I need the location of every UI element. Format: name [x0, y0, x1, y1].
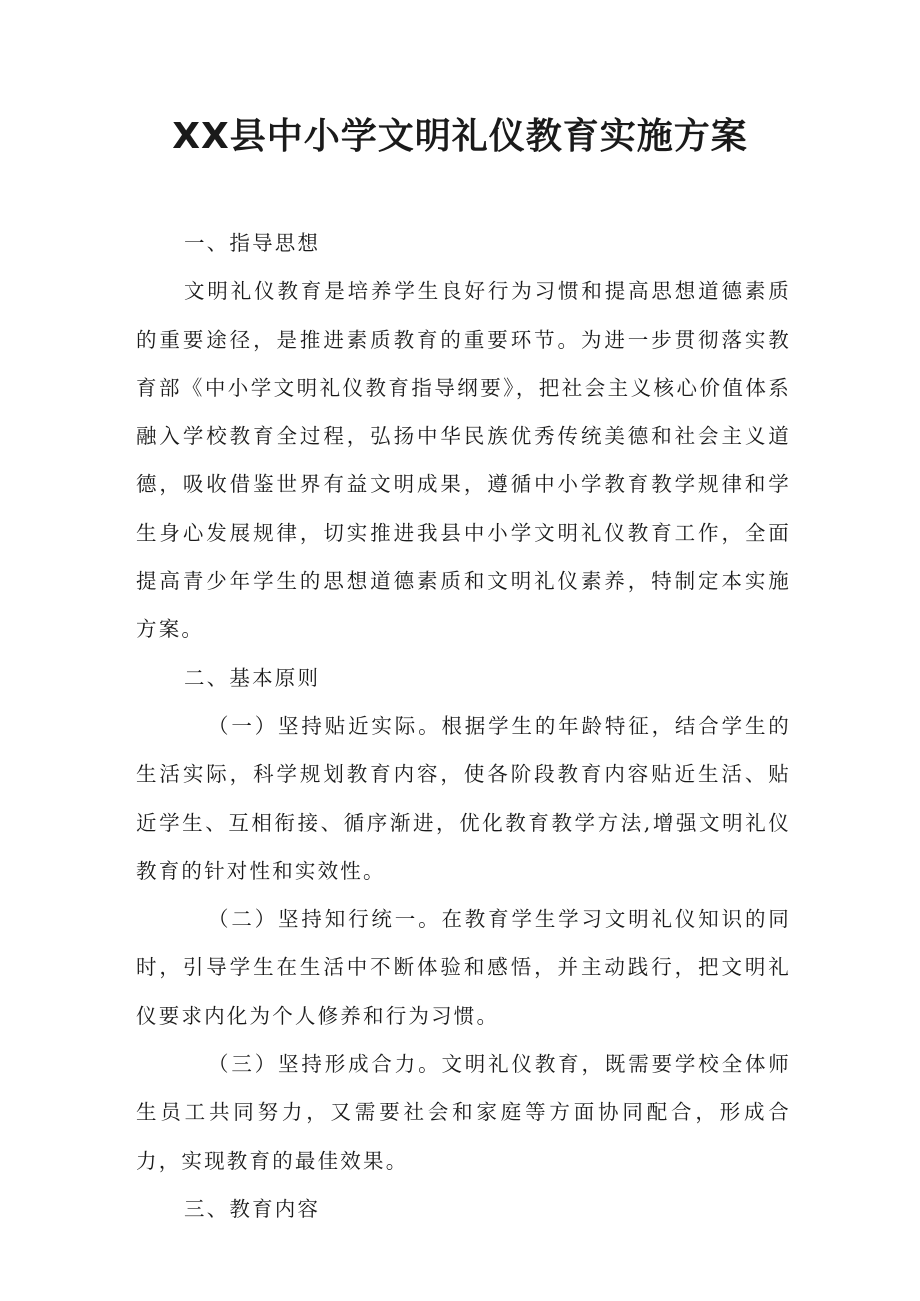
paragraph-principle-2: （二）坚持知行统一。在教育学生学习文明礼仪知识的同时，引导学生在生活中不断体验和感悟，并主动践行，把文明礼仪要求内化为个人修养和行为习惯。 — [136, 907, 791, 1028]
section-heading-guiding-ideology: 一、指导思想 — [184, 231, 321, 255]
section-heading-education-content: 三、教育内容 — [184, 1196, 321, 1221]
section-heading-basic-principles: 二、基本原则 — [184, 665, 321, 690]
document-title: XX县中小学文明礼仪教育实施方案 — [172, 116, 748, 157]
paragraph-guiding-ideology: 文明礼仪教育是培养学生良好行为习惯和提高思想道德素质的重要途径，是推进素质教育的重要环节。为进一步贯彻落实教育部《中小学文明礼仪教育指导纲要》，把社会主义核心价值体系融入学校教育全过程，弘扬中华民族优秀传统美德和社会主义道德，吸收借鉴世界有益文明成果，遵循中小学教育教学规律和学生身心发展规律，切实推进我县中小学文明礼仪教育工作，全面提高青少年学生的思想道德素质和文明礼仪素养，特制定本实施方案。 — [136, 279, 791, 642]
paragraph-principle-3: （三）坚持形成合力。文明礼仪教育，既需要学校全体师生员工共同努力，又需要社会和家庭等方面协同配合，形成合力，实现教育的最佳效果。 — [136, 1052, 791, 1173]
document-body — [136, 219, 791, 1233]
paragraph-principle-1: （一）坚持贴近实际。根据学生的年龄特征，结合学生的生活实际，科学规划教育内容，使各阶段教育内容贴近生活、贴近学生、互相衔接、循序渐进，优化教育教学方法,增强文明礼仪教育的针对性和实效性。 — [136, 713, 791, 883]
